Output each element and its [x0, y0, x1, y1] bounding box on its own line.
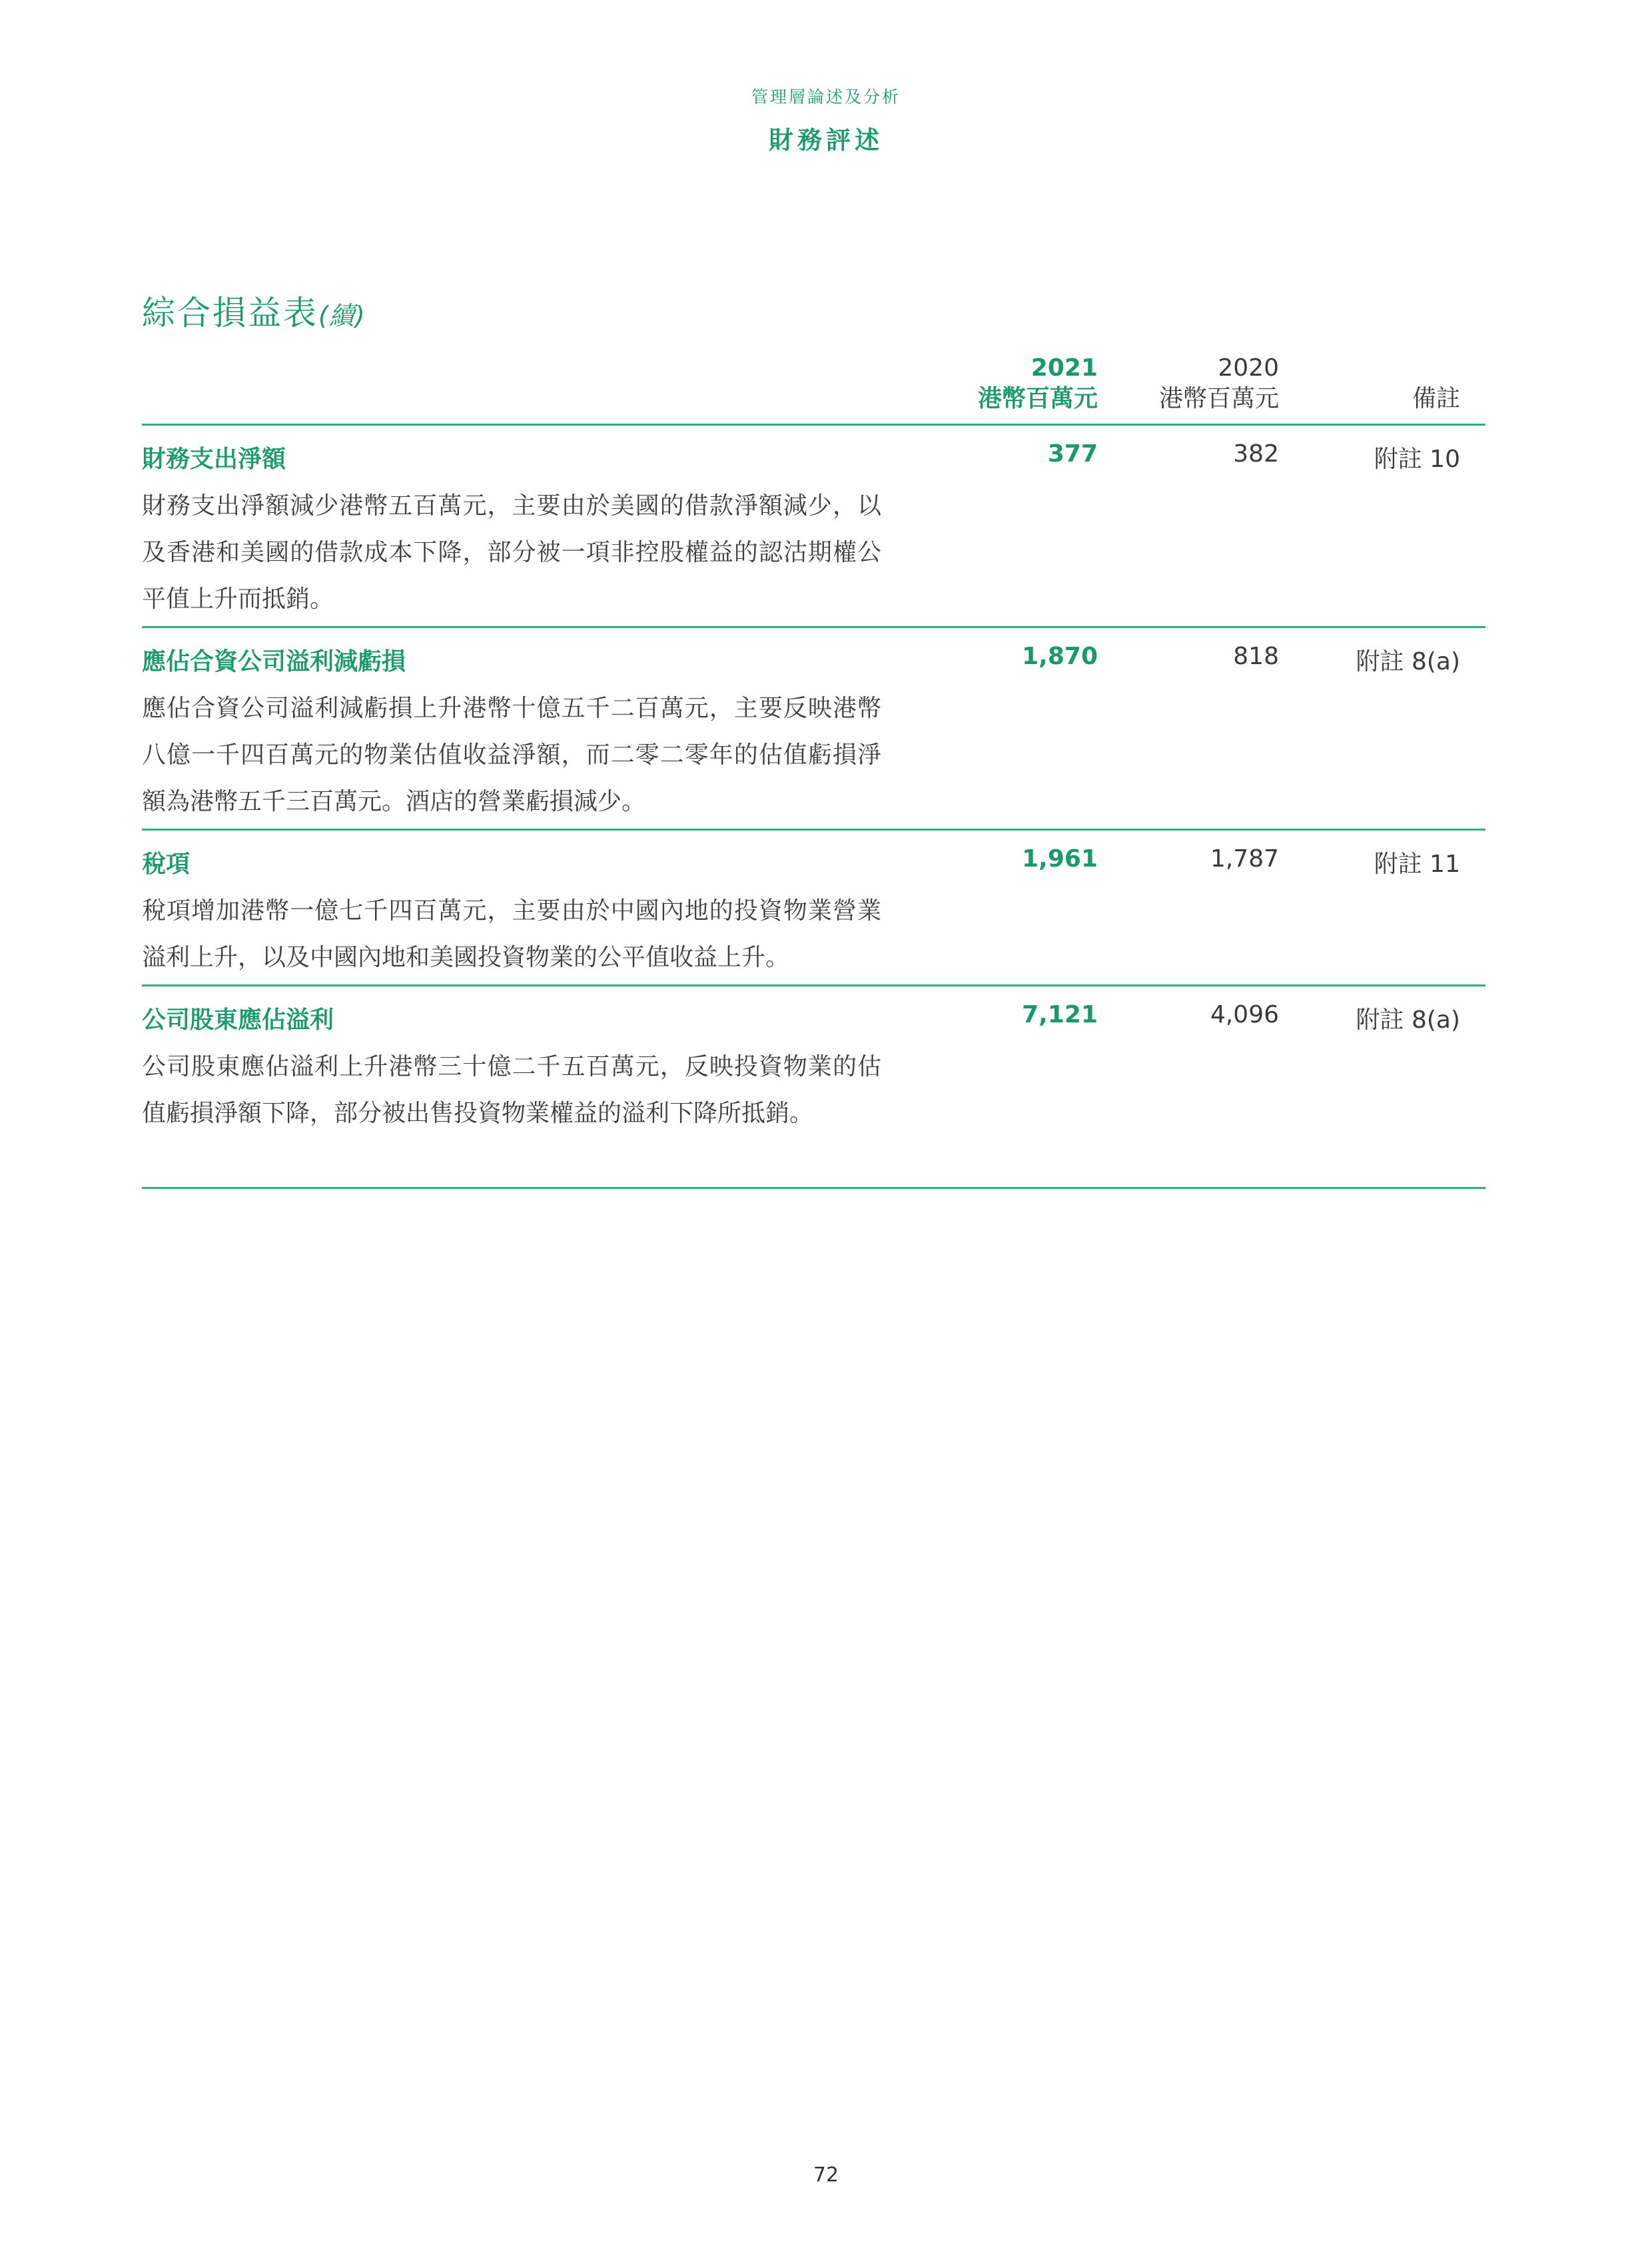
running-header-title: 財務評述	[769, 126, 883, 155]
row-value-2020: 382	[1233, 440, 1279, 468]
column-unit-2021: 港幣百萬元	[977, 385, 1098, 412]
row-description: 財務支出淨額減少港幣五百萬元，主要由於美國的借款淨額減少，以及香港和美國的借款成本下降，部分被一項非控股權益的認沽期權公平值上升而抵銷。	[142, 492, 881, 613]
row-label-taxation: 稅項	[142, 851, 191, 878]
row-note: 附註 8(a)	[1356, 1006, 1460, 1034]
table-title-text: 綜合損益表	[142, 294, 318, 332]
column-unit-2020: 港幣百萬元	[1158, 385, 1279, 412]
row-label-profit-attributable: 公司股東應佔溢利	[142, 1006, 334, 1034]
column-year-2021: 2021	[1031, 354, 1098, 382]
row-value-2021: 7,121	[1022, 1001, 1098, 1028]
divider	[142, 984, 1485, 986]
row-description: 應佔合資公司溢利減虧損上升港幣十億五千二百萬元，主要反映港幣八億一千四百萬元的物業估值收益淨額，而二零二零年的估值虧損淨額為港幣五千三百萬元。酒店的營業虧損減少。	[142, 695, 881, 815]
row-note: 附註 8(a)	[1356, 648, 1460, 675]
row-value-2020: 818	[1233, 643, 1279, 670]
divider	[142, 626, 1485, 628]
table-title-suffix: (續)	[318, 301, 366, 330]
row-value-2021: 377	[1047, 440, 1098, 468]
divider	[142, 829, 1485, 831]
column-year-2020: 2020	[1218, 354, 1279, 382]
row-description: 公司股東應佔溢利上升港幣三十億二千五百萬元，反映投資物業的估值虧損淨額下降，部分被出售投資物業權益的溢利下降所抵銷。	[142, 1053, 881, 1127]
row-value-2021: 1,870	[1022, 643, 1098, 670]
row-value-2020: 1,787	[1210, 845, 1279, 873]
running-header-section: 管理層論述及分析	[751, 87, 901, 107]
page-number: 72	[813, 2163, 839, 2187]
row-note: 附註 11	[1374, 851, 1460, 878]
column-header-note: 備註	[1412, 385, 1460, 412]
row-value-2020: 4,096	[1210, 1001, 1279, 1028]
divider	[142, 424, 1485, 426]
table-title	[142, 286, 366, 334]
row-label-finance-costs: 財務支出淨額	[142, 446, 286, 473]
column-header-2020	[1159, 353, 1279, 414]
column-header-2021	[978, 353, 1098, 414]
row-value-2021: 1,961	[1022, 845, 1098, 873]
row-label-joint-venture-share: 應佔合資公司溢利減虧損	[142, 648, 406, 675]
row-note: 附註 10	[1374, 446, 1460, 473]
divider	[142, 1187, 1485, 1189]
row-description: 稅項增加港幣一億七千四百萬元，主要由於中國內地的投資物業營業溢利上升，以及中國內地和美國投資物業的公平值收益上升。	[142, 897, 881, 971]
